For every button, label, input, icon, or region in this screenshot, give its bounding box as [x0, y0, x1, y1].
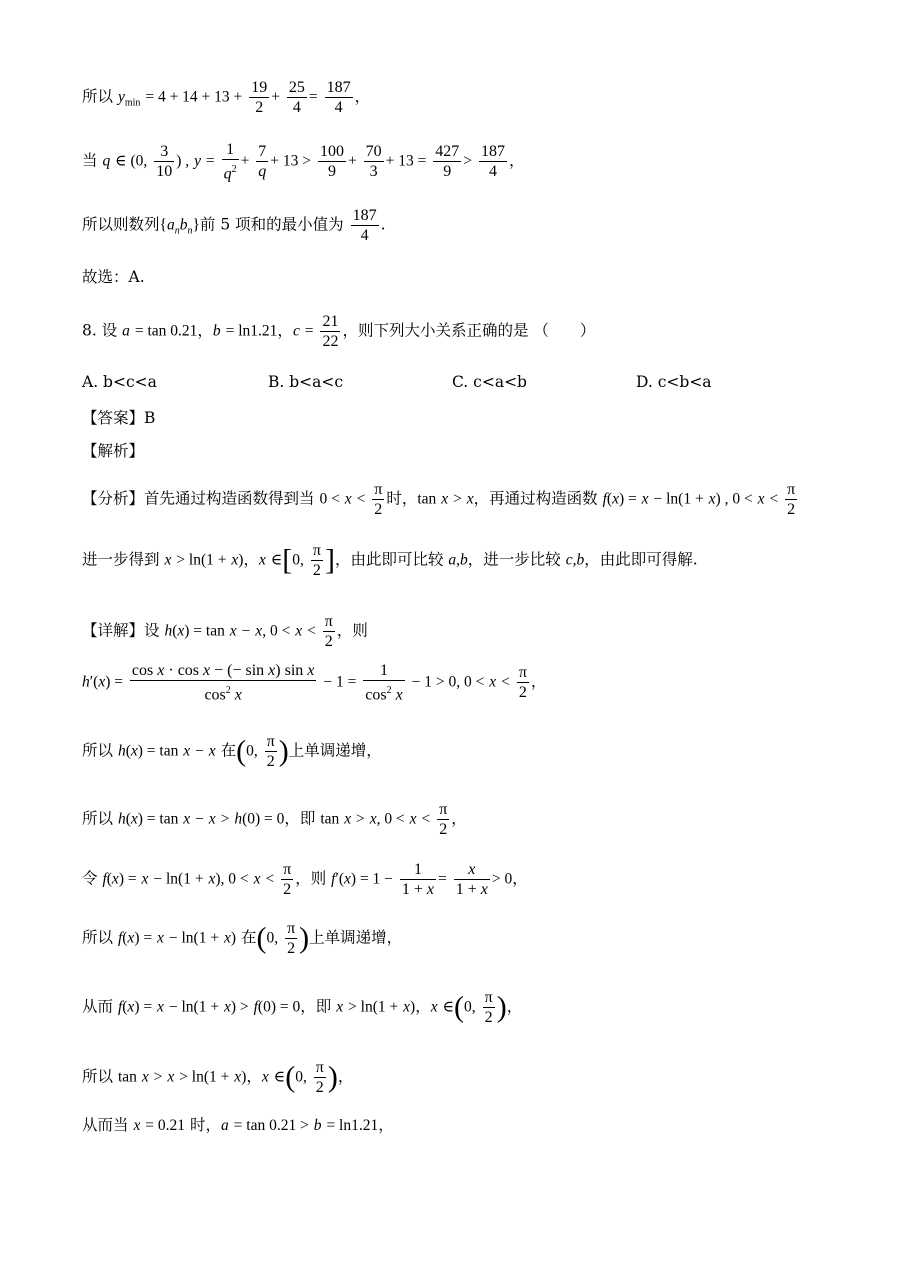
option-b: B. b<a<c [268, 373, 344, 391]
line-ymin: 所以 $y_{min} = 4 + 14 + 13$ + $\frac{19}{2}$ + $\frac{25}{4}$ = $\frac{187}{4}$ ， [82, 79, 371, 116]
analysis-title: 【解析】 [82, 442, 145, 460]
line-choose: 故选：A. [82, 268, 145, 286]
detail-line-4: 所以 h(x) = tan x − x > h(0) = 0，即 tan x > x, 0 < x < $\frac{\pi}{2}$ ， [82, 801, 467, 838]
detail-line-7: 从而 f(x) = x − ln(1 + x) > f(0) = 0，即 x > ln(1 + x)，x ∈(0, $\frac{\pi}{2}$ )， [82, 989, 523, 1026]
detail-line-1: 【详解】设 h(x) = tan x − x, 0 < x < $\frac{\pi}{2}$ ，则 [82, 613, 368, 650]
detail-line-3: 所以 h(x) = tan x − x 在(0, $\frac{\pi}{2}$ )上单调递增， [82, 733, 382, 770]
detail-line-2: h′(x) = $\frac{\text{cos x · cos x − (− sin x) sin x}}{\cos^2 x}$ − 1 = $\frac{1}{\cos^2 x}$ − 1 > 0, 0 < x < $\frac{\pi}{2}$ ， [82, 662, 547, 704]
option-c: C. c<a<b [452, 373, 527, 391]
question-8: 8. 设 a = tan 0.21，b = ln1.21，c = $\frac{21}{22}$ ，则下列大小关系正确的是 （ ） [82, 313, 596, 350]
analysis-line-2: 进一步得到 x > ln(1 + x)，x ∈[0, $\frac{\pi}{2}$ ]，由此即可比较 a,b，进一步比较 c,b，由此即可得解. [82, 542, 698, 579]
detail-line-6: 所以 f(x) = x − ln(1 + x) 在(0, $\frac{\pi}{2}$ )上单调递增， [82, 920, 403, 957]
line-min-sum: 所以则数列$\{a_nb_n\}$前 5 项和的最小值为 $\frac{187}{4}$ . [82, 207, 386, 244]
detail-line-5: 令 f(x) = x − ln(1 + x), 0 < x < $\frac{\pi}{2}$ ，则 f′(x) = 1 − $\frac{1}{1 + x}$ = $\frac{x}{1 + x}$ > 0， [82, 861, 528, 898]
detail-line-9: 从而当 x = 0.21 时，a = tan 0.21 > b = ln1.21， [82, 1116, 394, 1134]
detail-line-8: 所以 tan x > x > ln(1 + x)，x ∈(0, $\frac{\pi}{2}$ )， [82, 1059, 354, 1096]
line-q-range: 当 q ∈ (0, $\frac{3}{10}$ ) , y = $\frac{1}{q^2}$ + $\frac{7}{q}$ + 13 > $\frac{100}{9}$ + $\frac{70}{3}$ + 13 = $\frac{427}{9}$ > $\frac{187}{4}$ ， [82, 141, 525, 183]
option-a: A. b<c<a [82, 373, 157, 391]
answer: 【答案】B [82, 409, 156, 427]
analysis-line-1: 【分析】首先通过构造函数得到当 0 < x < $\frac{\pi}{2}$ 时，tan x > x，再通过构造函数 f(x) = x − ln(1 + x) , 0 < x < $\frac{\pi}{2}$ [82, 481, 796, 518]
option-d: D. c<b<a [636, 373, 712, 391]
